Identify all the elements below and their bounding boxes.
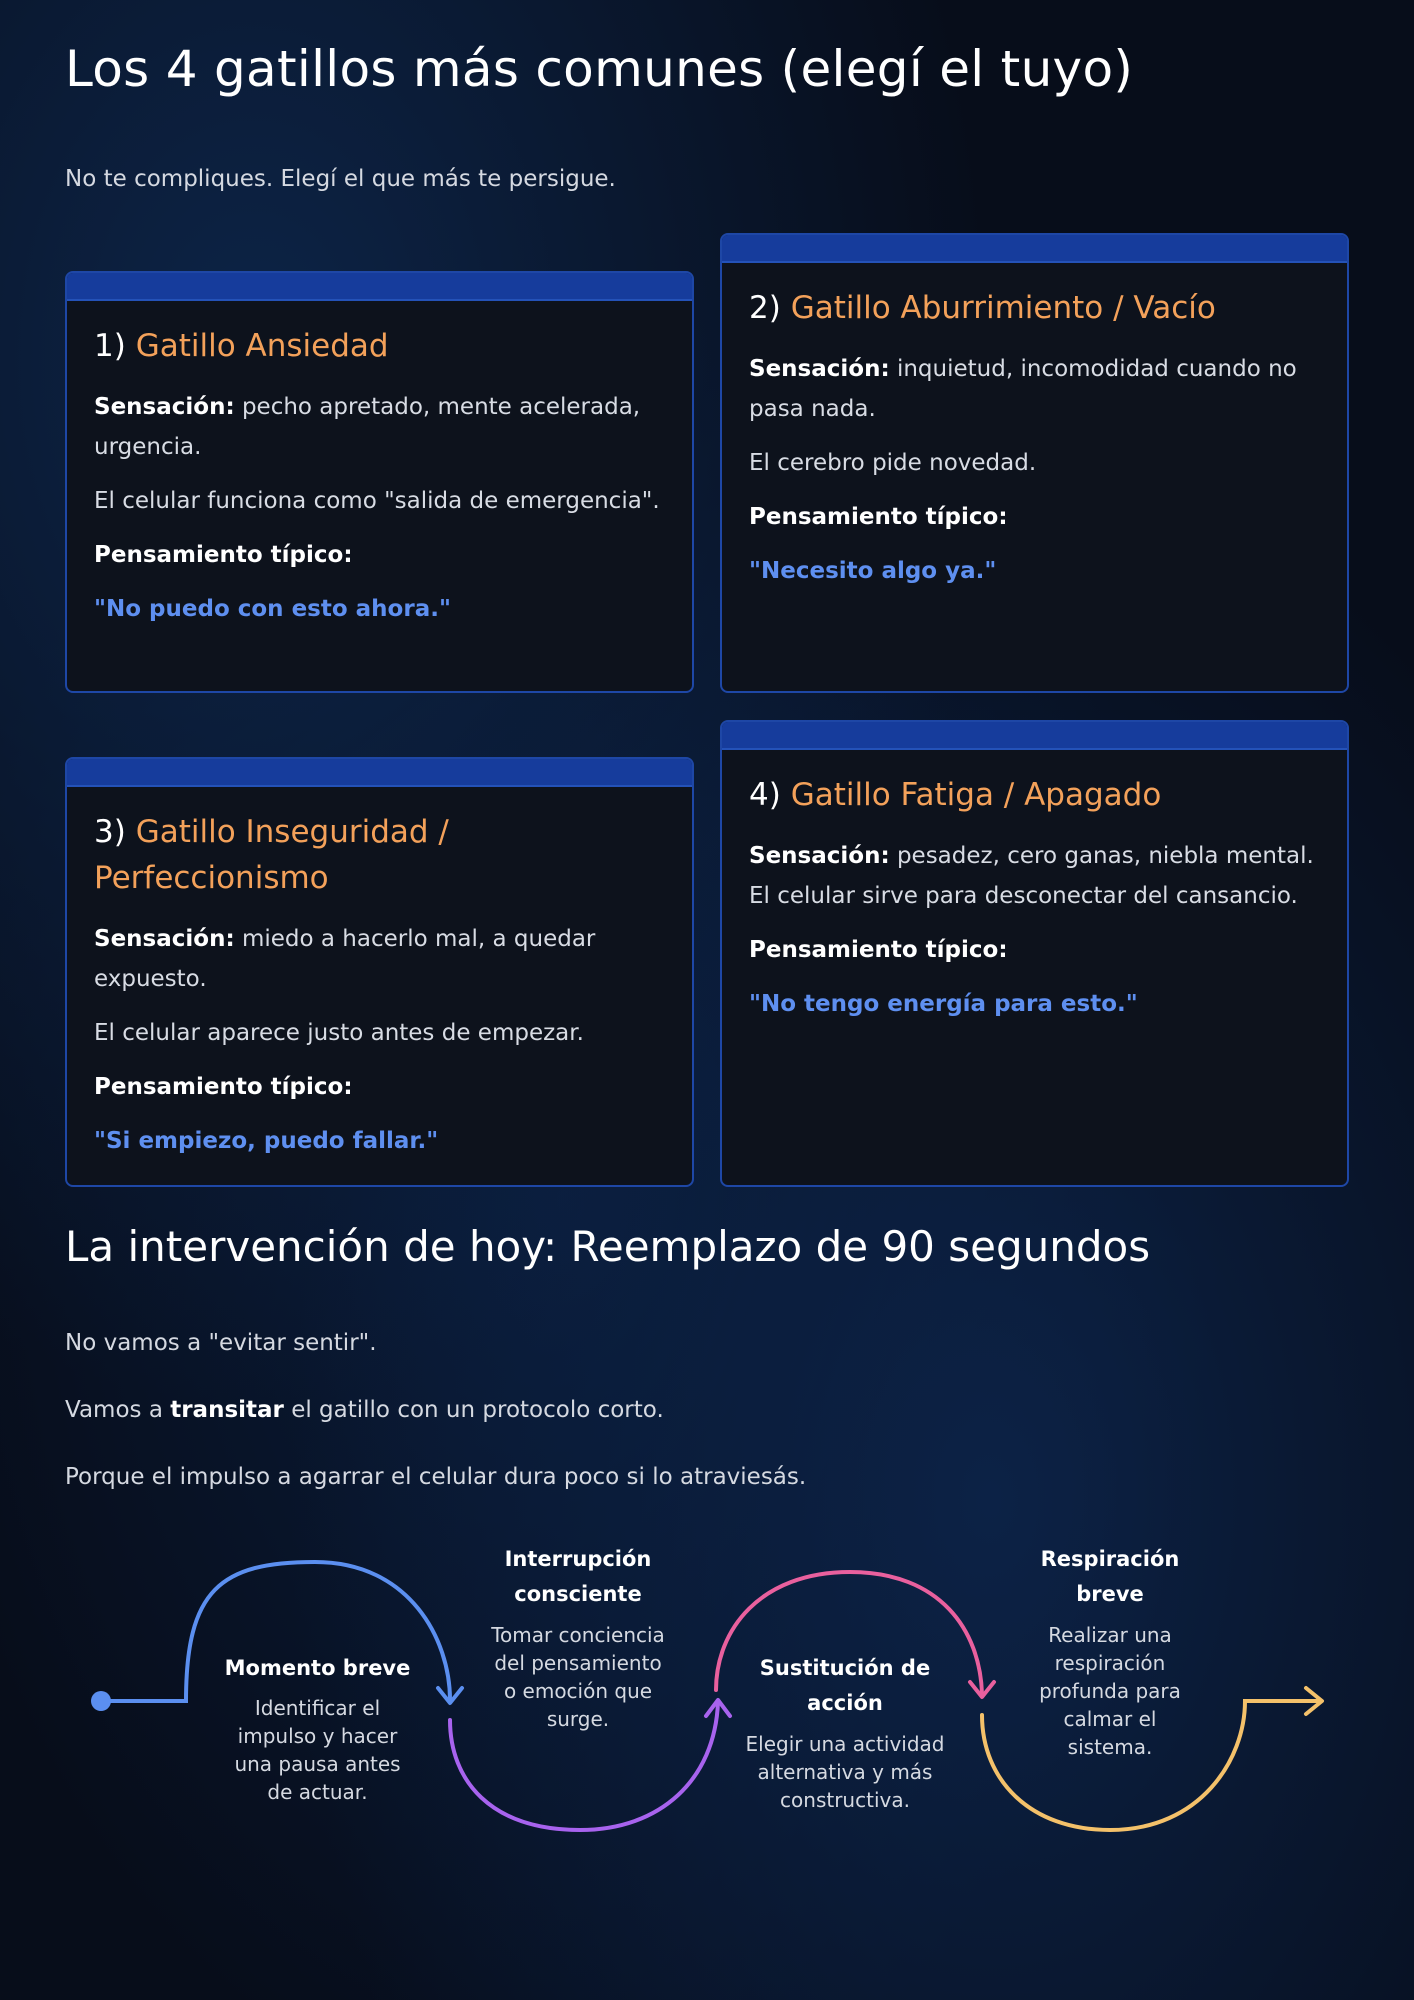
card-extra: El celular funciona como "salida de emergencia". bbox=[94, 488, 660, 514]
page-subtitle: No te compliques. Elegí el que más te persigue. bbox=[65, 166, 616, 192]
card-sensation: Sensación: miedo a hacerlo mal, a quedar expuesto. bbox=[94, 926, 596, 992]
step-2-title: Interrupción consciente bbox=[504, 1547, 652, 1606]
step-1-title: Momento breve bbox=[224, 1656, 411, 1680]
step-4-description: Realizar una respiración profunda para calmar el sistema. bbox=[1039, 1623, 1181, 1759]
intro-paragraph-1: No vamos a "evitar sentir". bbox=[65, 1330, 377, 1356]
card-thought-label: Pensamiento típico: bbox=[749, 504, 1008, 530]
page-title: Los 4 gatillos más comunes (elegí el tuyo) bbox=[65, 40, 1134, 98]
card-thought-label: Pensamiento típico: bbox=[94, 1074, 353, 1100]
card-thought-label: Pensamiento típico: bbox=[94, 542, 353, 568]
card-sensation: Sensación: pesadez, cero ganas, niebla mental. El celular sirve para desconectar del cansancio. bbox=[749, 843, 1314, 909]
step-3-title: Sustitución de acción bbox=[759, 1656, 931, 1715]
card-extra: El cerebro pide novedad. bbox=[749, 450, 1037, 476]
card-quote: "No puedo con esto ahora." bbox=[94, 596, 451, 622]
intro-paragraph-2: Vamos a transitar el gatillo con un protocolo corto. bbox=[65, 1397, 664, 1423]
step-2-description: Tomar conciencia del pensamiento o emoción que surge. bbox=[491, 1623, 665, 1731]
card-title: 3) Gatillo Inseguridad / Perfeccionismo bbox=[94, 814, 449, 896]
card-title: 2) Gatillo Aburrimiento / Vacío bbox=[749, 290, 1216, 326]
step-1-description: Identificar el impulso y hacer una pausa antes de actuar. bbox=[234, 1696, 401, 1804]
card-quote: "No tengo energía para esto." bbox=[749, 991, 1138, 1017]
card-quote: "Si empiezo, puedo fallar." bbox=[94, 1128, 439, 1154]
card-quote: "Necesito algo ya." bbox=[749, 558, 997, 584]
intro-paragraph-3: Porque el impulso a agarrar el celular dura poco si lo atraviesás. bbox=[65, 1464, 807, 1490]
card-thought-label: Pensamiento típico: bbox=[749, 937, 1008, 963]
section-title: La intervención de hoy: Reemplazo de 90 segundos bbox=[65, 1222, 1151, 1271]
card-sensation: Sensación: inquietud, incomodidad cuando no pasa nada. bbox=[749, 356, 1297, 422]
card-title: 1) Gatillo Ansiedad bbox=[94, 328, 389, 364]
step-4-title: Respiración breve bbox=[1040, 1547, 1180, 1606]
step-3-description: Elegir una actividad alternativa y más constructiva. bbox=[745, 1732, 945, 1812]
card-sensation: Sensación: pecho apretado, mente acelerada, urgencia. bbox=[94, 394, 641, 460]
card-extra: El celular aparece justo antes de empezar. bbox=[94, 1020, 584, 1046]
card-title: 4) Gatillo Fatiga / Apagado bbox=[749, 777, 1162, 813]
